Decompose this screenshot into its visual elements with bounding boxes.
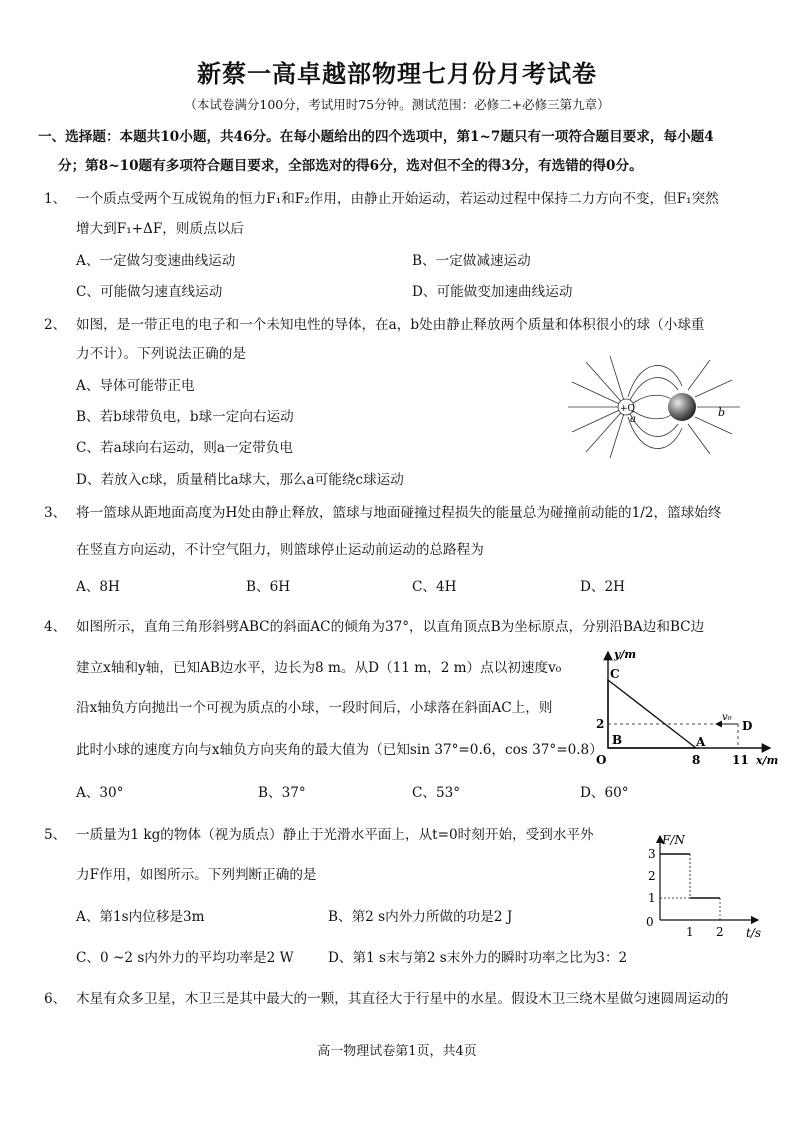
- q4-stem-line4: 此时小球的速度方向与x轴负方向夹角的最大值为（已知sin 37°=0.6，cos 37°=0.8）: [76, 742, 603, 758]
- q4-stem-line3: 沿x轴负方向抛出一个可视为质点的小球，一段时间后，小球落在斜面AC上，则: [76, 700, 553, 716]
- q1-option-d: D、可能做变加速曲线运动: [412, 284, 573, 300]
- q6-stem-line1: 木星有众多卫星，木卫三是其中最大的一颗，其直径大于行星中的水星。假设木卫三绕木星做匀速圆周运动的: [76, 991, 729, 1007]
- q4-option-c: C、53°: [412, 785, 461, 801]
- f-axis-label: F/N: [662, 833, 685, 847]
- y-axis-label: y/m: [614, 648, 637, 661]
- point-c-label: C: [610, 667, 620, 681]
- q4-stem-line2: 建立x轴和y轴，已知AB边水平，边长为8 m。从D（11 m，2 m）点以初速度v₀: [76, 660, 562, 676]
- point-d-label: D: [742, 719, 753, 733]
- incline-figure: [592, 648, 780, 770]
- page-title: 新蔡一高卓越部物理七月份月考试卷: [197, 59, 597, 88]
- conductor-ball: [668, 393, 696, 421]
- y-tick-label: 1: [648, 891, 656, 905]
- electric-field-figure: [560, 352, 750, 462]
- q5-number: 5、: [44, 827, 67, 843]
- section1-line1: 一、选择题：本题共10小题，共46分。在每小题给出的四个选项中，第1~7题只有一项符合题目要求，每小题4: [38, 129, 714, 145]
- q2-stem-line2: 力不计）。下列说法正确的是: [76, 346, 246, 362]
- q2-number: 2、: [44, 317, 67, 333]
- q2-option-c: C、若a球向右运动，则a一定带负电: [76, 440, 293, 456]
- q5-option-d: D、第1 s末与第2 s末外力的瞬时功率之比为3：2: [328, 950, 628, 966]
- q1-number: 1、: [44, 191, 67, 207]
- q1-option-b: B、一定做减速运动: [412, 253, 531, 269]
- y-tick-label: 2: [648, 869, 656, 883]
- q5-option-b: B、第2 s内外力所做的功是2 J: [328, 909, 513, 925]
- origin-label: O: [596, 753, 607, 767]
- q2-option-a: A、导体可能带正电: [76, 378, 195, 394]
- q3-option-d: D、2H: [580, 579, 625, 595]
- q2-stem-line1: 如图，是一带正电的电子和一个未知电性的导体，在a，b处由静止释放两个质量和体积很小的球（小球重: [76, 317, 705, 333]
- q5-stem-line2: 力F作用，如图所示。下列判断正确的是: [76, 867, 317, 883]
- q5-stem-line1: 一质量为1 kg的物体（视为质点）静止于光滑水平面上，从t=0时刻开始，受到水平外: [76, 827, 594, 843]
- point-a-label: a: [630, 414, 636, 425]
- x-tick-8: 8: [692, 753, 701, 767]
- q1-option-c: C、可能做匀速直线运动: [76, 284, 223, 300]
- charge-label: +Q: [620, 404, 635, 414]
- q3-stem-line1: 将一篮球从距地面高度为H处由静止释放，篮球与地面碰撞过程损失的能量总为碰撞前动能的1/2，篮球始终: [76, 505, 722, 521]
- point-a-label: A: [696, 735, 706, 749]
- point-b-label: B: [612, 733, 623, 747]
- q3-stem-line2: 在竖直方向运动，不计空气阻力，则篮球停止运动前运动的总路程为: [76, 542, 484, 558]
- q3-option-b: B、6H: [246, 579, 291, 595]
- section1-line2: 分；第8~10题有多项符合题目要求，全部选对的得6分，选对但不全的得3分，有选错的得0分。: [58, 158, 643, 174]
- q3-option-c: C、4H: [412, 579, 457, 595]
- x-tick-label: 0: [646, 915, 654, 929]
- q2-option-d: D、若放入c球，质量稍比a球大，那么a可能绕c球运动: [76, 472, 404, 488]
- page-footer: 高一物理试卷第1页，共4页: [317, 1044, 477, 1059]
- q1-stem-line2: 增大到F₁+ΔF，则质点以后: [76, 221, 244, 237]
- q4-option-a: A、30°: [76, 785, 124, 801]
- x-axis-label: x/m: [756, 754, 779, 767]
- t-axis-label: t/s: [746, 926, 762, 940]
- q2-option-b: B、若b球带负电，b球一定向右运动: [76, 409, 294, 425]
- point-b-label: b: [718, 406, 726, 419]
- q3-number: 3、: [44, 505, 67, 521]
- q4-stem-line1: 如图所示，直角三角形斜劈ABC的斜面AC的倾角为37°，以直角顶点B为坐标原点，分别沿BA边和BC边: [76, 619, 705, 635]
- q4-option-b: B、37°: [258, 785, 306, 801]
- y-tick-label: 3: [648, 847, 656, 861]
- y-tick-2: 2: [596, 717, 605, 731]
- force-time-chart: [640, 830, 770, 940]
- q4-option-d: D、60°: [580, 785, 629, 801]
- x-tick-label: 1: [686, 925, 694, 939]
- q6-number: 6、: [44, 991, 67, 1007]
- q5-option-c: C、0 ~2 s内外力的平均功率是2 W: [76, 950, 294, 966]
- q3-option-a: A、8H: [76, 579, 120, 595]
- q5-option-a: A、第1s内位移是3m: [76, 909, 205, 925]
- q1-stem-line1: 一个质点受两个互成锐角的恒力F₁和F₂作用，由静止开始运动，若运动过程中保持二力方向不变，但F₁突然: [76, 191, 719, 207]
- q4-number: 4、: [44, 619, 67, 635]
- x-tick-label: 2: [716, 925, 724, 939]
- v0-label: v₀: [722, 712, 732, 723]
- page-subtitle: （本试卷满分100分，考试用时75分钟。测试范围：必修二+必修三第九章）: [184, 97, 610, 112]
- q1-option-a: A、一定做匀变速曲线运动: [76, 253, 236, 269]
- x-tick-11: 11: [732, 753, 749, 767]
